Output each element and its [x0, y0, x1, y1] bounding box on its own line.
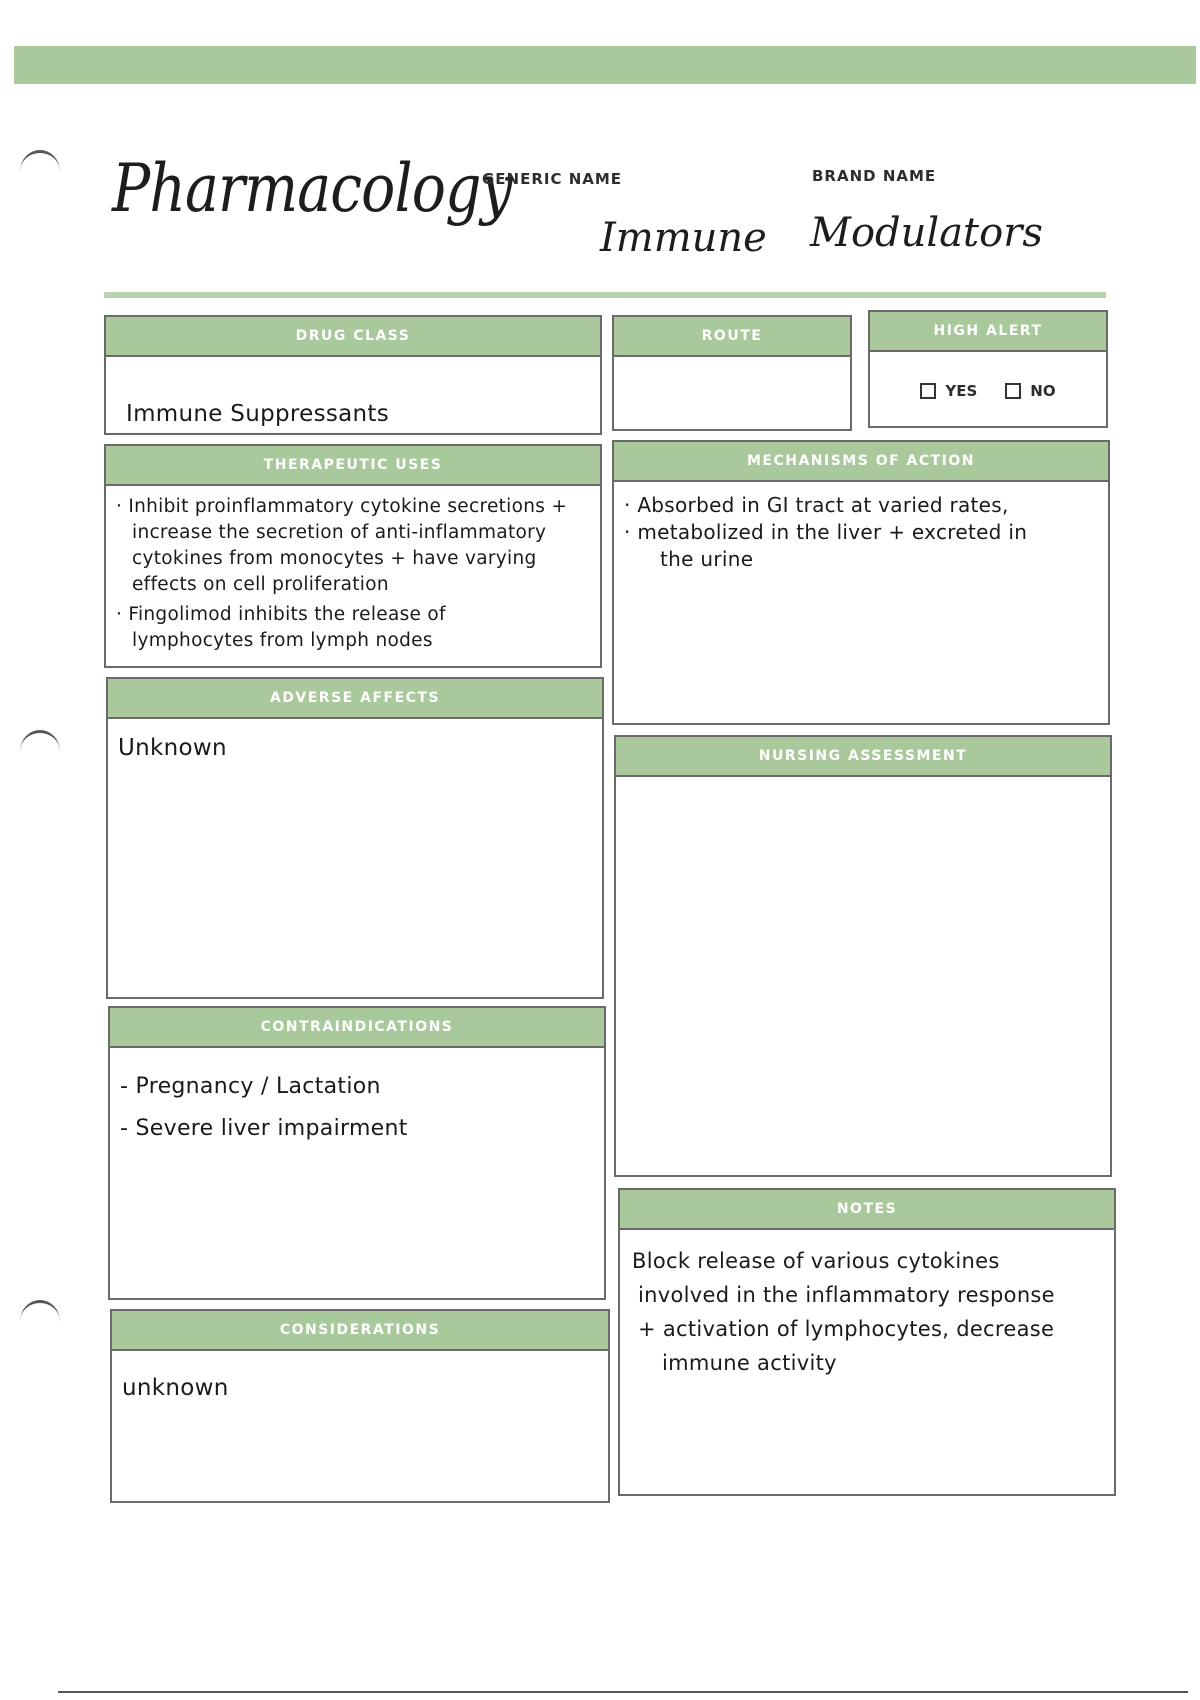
no-label: NO	[1030, 382, 1056, 400]
therapeutic-uses-line: lymphocytes from lymph nodes	[132, 630, 433, 651]
contraindications-box	[108, 1006, 606, 1300]
therapeutic-uses-box	[104, 444, 602, 668]
brand-name-value: Modulators	[810, 210, 1043, 256]
therapeutic-uses-header: THERAPEUTIC USES	[106, 446, 600, 486]
mechanisms-of-action-header: MECHANISMS OF ACTION	[614, 442, 1108, 482]
page-title: Pharmacology	[112, 150, 512, 227]
header-divider	[104, 292, 1106, 298]
notes-line: involved in the inflammatory response	[638, 1283, 1055, 1307]
mechanisms-of-action-box	[612, 440, 1110, 725]
high-alert-box	[868, 310, 1108, 428]
considerations-value: unknown	[122, 1375, 229, 1401]
notes-line: + activation of lymphocytes, decrease	[638, 1317, 1055, 1341]
contraindications-line: - Severe liver impairment	[120, 1116, 408, 1141]
top-color-band	[14, 46, 1196, 84]
yes-label: YES	[945, 382, 978, 400]
notes-header: NOTES	[620, 1190, 1114, 1230]
brand-name-label: BRAND NAME	[812, 167, 937, 185]
generic-name-value: Immune	[600, 215, 767, 261]
bottom-rule	[58, 1691, 1188, 1693]
notes-line: Block release of various cytokines	[632, 1249, 1000, 1273]
adverse-affects-header: ADVERSE AFFECTS	[108, 679, 602, 719]
high-alert-yes-option[interactable]	[920, 382, 977, 400]
punch-hole-mark	[20, 150, 60, 193]
therapeutic-uses-line: · Fingolimod inhibits the release of	[116, 604, 446, 625]
mechanisms-line: · metabolized in the liver + excreted in	[624, 520, 1028, 544]
adverse-affects-box	[106, 677, 604, 999]
contraindications-header: CONTRAINDICATIONS	[110, 1008, 604, 1048]
contraindications-line: - Pregnancy / Lactation	[120, 1074, 381, 1099]
route-box	[612, 315, 852, 431]
therapeutic-uses-line: cytokines from monocytes + have varying	[132, 548, 537, 569]
drug-class-box	[104, 315, 602, 435]
yes-checkbox[interactable]	[920, 383, 936, 399]
mechanisms-line: · Absorbed in GI tract at varied rates,	[624, 493, 1009, 517]
mechanisms-line: the urine	[660, 547, 754, 571]
therapeutic-uses-line: · Inhibit proinflammatory cytokine secretions +	[116, 496, 568, 517]
therapeutic-uses-line: increase the secretion of anti-inflammatory	[132, 522, 547, 543]
route-header: ROUTE	[614, 317, 850, 357]
nursing-assessment-box	[614, 735, 1112, 1177]
high-alert-no-option[interactable]	[1005, 382, 1055, 400]
notes-line: immune activity	[662, 1351, 837, 1375]
high-alert-header: HIGH ALERT	[870, 312, 1106, 352]
considerations-box	[110, 1309, 610, 1503]
drug-class-value: Immune Suppressants	[126, 401, 390, 427]
punch-hole-mark	[20, 730, 60, 773]
punch-hole-mark	[20, 1300, 60, 1343]
therapeutic-uses-line: effects on cell proliferation	[132, 574, 389, 595]
nursing-assessment-header: NURSING ASSESSMENT	[616, 737, 1110, 777]
adverse-affects-value: Unknown	[118, 735, 227, 761]
considerations-header: CONSIDERATIONS	[112, 1311, 608, 1351]
generic-name-label: GENERIC NAME	[482, 170, 623, 188]
notes-box	[618, 1188, 1116, 1496]
no-checkbox[interactable]	[1005, 383, 1021, 399]
drug-class-header: DRUG CLASS	[106, 317, 600, 357]
